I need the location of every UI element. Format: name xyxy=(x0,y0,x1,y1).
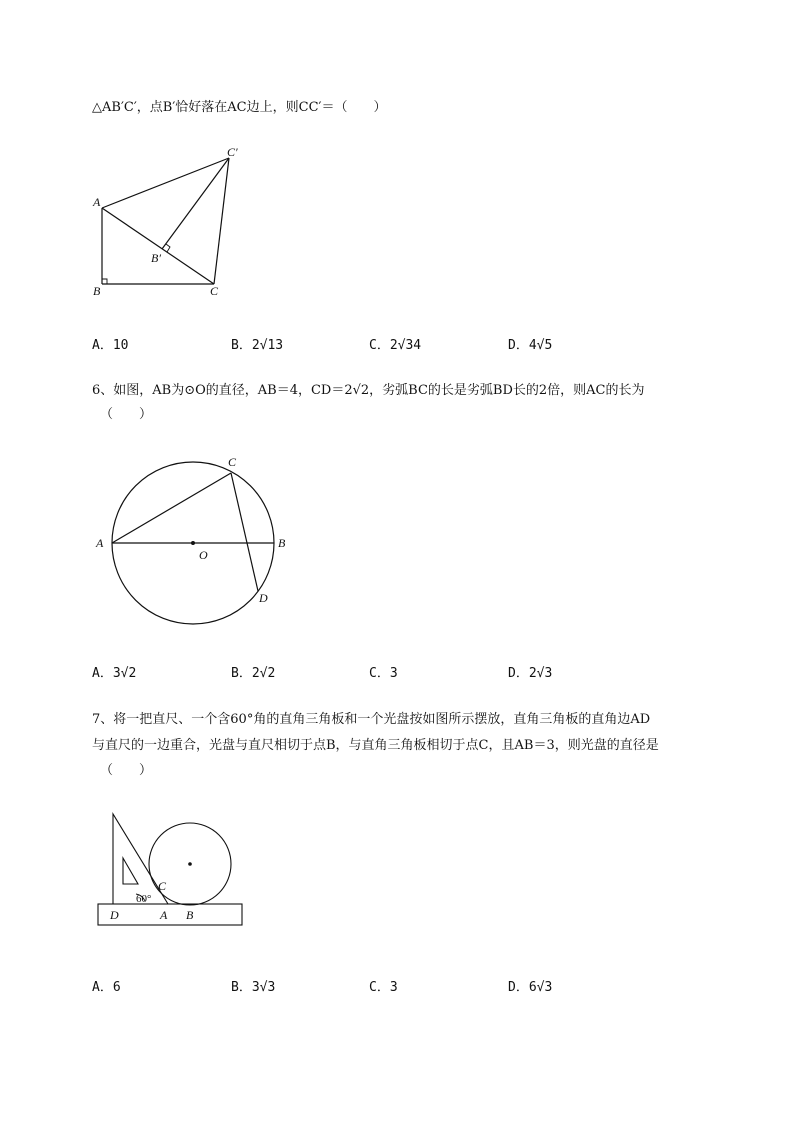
q7-label-a: A xyxy=(160,908,168,922)
q5-segment-ac xyxy=(102,208,214,284)
q5-option-b: B．2√13 xyxy=(231,338,284,353)
q7-label-d: D xyxy=(110,908,119,922)
q7-label-b: B xyxy=(186,908,194,922)
q7-stem-line3: （ ） xyxy=(100,763,153,778)
q5-stem: △AB′C′，点B′恰好落在AC边上，则CC′＝（ ） xyxy=(92,100,387,115)
q7-option-c: C．3 xyxy=(369,980,398,995)
q5-label-c-prime: C′ xyxy=(227,145,238,159)
q6-stem-line2: （ ） xyxy=(100,407,153,422)
q6-option-d: D．2√3 xyxy=(508,666,553,681)
q5-label-b-prime: B′ xyxy=(151,251,161,265)
q6-label-a: A xyxy=(96,536,104,550)
q6-label-c: C xyxy=(228,455,237,469)
q5-segment-cc-prime xyxy=(214,158,229,284)
q7-ruler xyxy=(98,904,242,925)
q5-right-angle-b-prime xyxy=(166,244,170,252)
q5-option-a: A．10 xyxy=(92,338,129,353)
q6-center-point xyxy=(191,541,195,545)
q6-stem-line1: 6、如图，AB为⊙O的直径，AB＝4，CD＝2√2，劣弧BC的长是劣弧BD长的2倍，则AC的长为 xyxy=(92,383,645,398)
q7-option-b: B．3√3 xyxy=(231,980,276,995)
q6-chord-cd xyxy=(231,473,258,591)
q5-figure xyxy=(88,142,248,302)
q6-option-a: A．3√2 xyxy=(92,666,137,681)
q7-option-d: D．6√3 xyxy=(508,980,553,995)
q5-right-angle-b xyxy=(102,279,107,284)
q7-disc-center xyxy=(188,862,192,866)
q7-stem-line1: 7、将一把直尺、一个含60°角的直角三角板和一个光盘按如图所示摆放，直角三角板的直角边AD xyxy=(92,712,651,727)
q6-label-o: O xyxy=(199,548,208,562)
q6-label-d: D xyxy=(259,591,268,605)
q7-stem-line2: 与直尺的一边重合，光盘与直尺相切于点B，与直角三角板相切于点C，且AB＝3，则光盘的直径是 xyxy=(92,738,659,753)
q7-set-square-cutout xyxy=(123,858,138,884)
q5-label-b: B xyxy=(93,284,101,298)
q7-option-a: A．6 xyxy=(92,980,121,995)
q6-option-b: B．2√2 xyxy=(231,666,276,681)
q7-label-c: C xyxy=(158,879,167,893)
q5-label-a: A xyxy=(93,195,101,209)
q6-figure xyxy=(88,452,298,632)
q5-option-c: C．2√34 xyxy=(369,338,422,353)
q6-option-c: C．3 xyxy=(369,666,398,681)
q7-figure xyxy=(94,810,250,932)
q6-label-b: B xyxy=(278,536,286,550)
q5-label-c: C xyxy=(210,284,219,298)
q7-label-angle: 60° xyxy=(136,893,152,905)
q6-chord-ac xyxy=(112,473,231,543)
q5-option-d: D．4√5 xyxy=(508,338,553,353)
